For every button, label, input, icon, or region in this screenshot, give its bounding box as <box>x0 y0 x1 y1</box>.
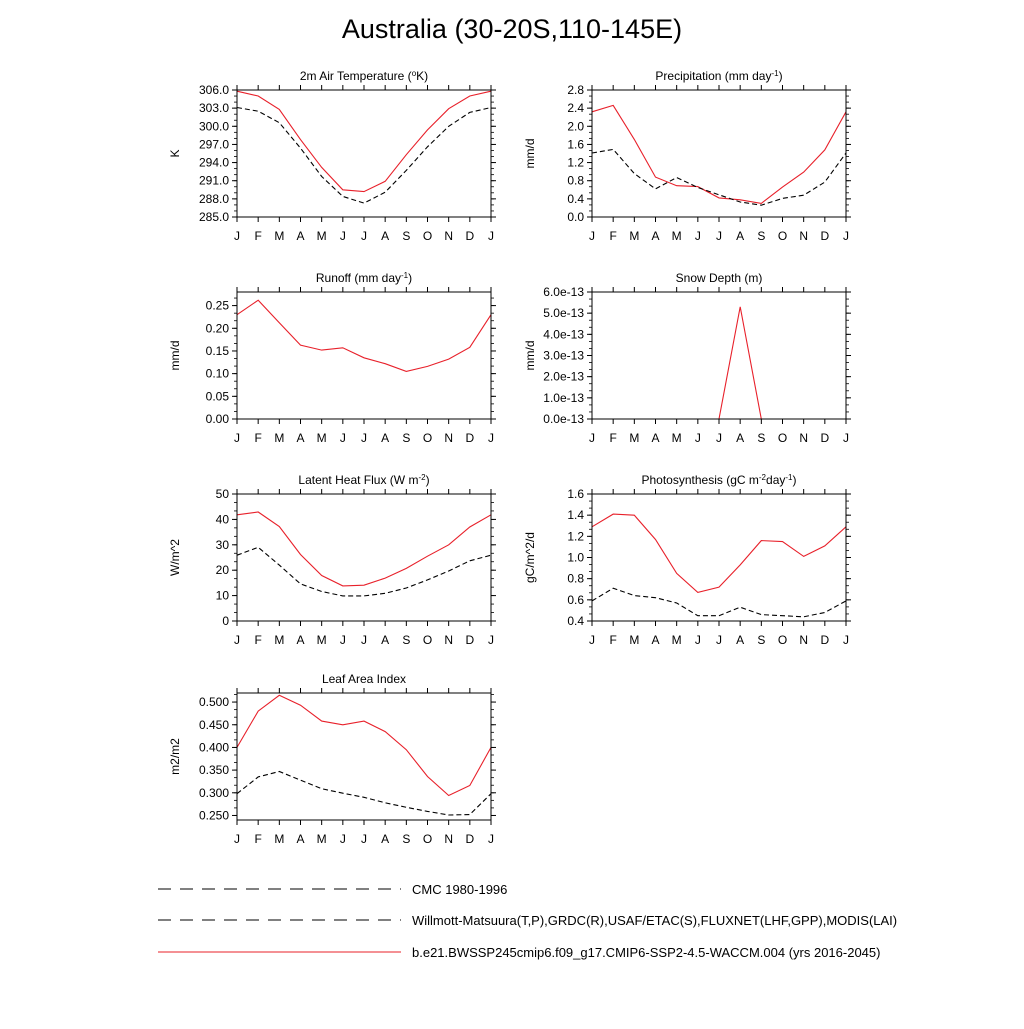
x-tick-label: A <box>736 431 745 445</box>
x-tick-label: M <box>316 633 327 647</box>
x-tick-label: S <box>402 431 411 445</box>
x-tick-label: M <box>274 832 285 846</box>
x-tick-label: J <box>361 229 367 243</box>
x-tick-label: S <box>757 229 766 243</box>
x-tick-label: M <box>316 431 327 445</box>
y-tick-label: 1.0e-13 <box>543 390 584 405</box>
x-tick-label: J <box>716 431 722 445</box>
y-tick-label: 288.0 <box>198 191 229 206</box>
x-tick-label: N <box>444 633 454 647</box>
y-axis-label: m2/m2 <box>168 738 182 775</box>
plot-frame <box>237 494 491 621</box>
y-tick-label: 0 <box>222 614 229 628</box>
x-tick-label: J <box>716 633 722 647</box>
panel-5 <box>168 473 496 648</box>
y-tick-label: 297.0 <box>198 137 229 152</box>
y-tick-label: 1.2 <box>567 155 584 170</box>
x-tick-label: A <box>296 229 305 243</box>
x-tick-label: J <box>339 633 346 647</box>
y-tick-label: 3.0e-13 <box>543 348 584 363</box>
x-tick-label: J <box>361 633 367 647</box>
model-series-line <box>592 514 846 592</box>
y-tick-label: 40 <box>215 512 229 527</box>
y-tick-label: 30 <box>215 537 229 552</box>
y-tick-label: 0.05 <box>205 389 229 404</box>
y-tick-label: 2.8 <box>567 83 584 97</box>
x-tick-label: M <box>671 633 682 647</box>
y-tick-label: 10 <box>215 588 229 603</box>
x-tick-label: D <box>465 431 475 445</box>
obs-series-line <box>237 108 491 204</box>
y-tick-label: 1.0 <box>567 550 584 565</box>
y-tick-label: 1.6 <box>567 487 584 501</box>
x-tick-label: O <box>777 229 788 243</box>
plot-frame <box>237 90 491 217</box>
y-axis-label: mm/d <box>523 138 537 169</box>
panel-title: Latent Heat Flux (W $m^{-2}$) <box>298 472 430 487</box>
x-tick-label: A <box>736 229 745 243</box>
y-tick-label: 2.0e-13 <box>543 369 584 384</box>
x-tick-label: A <box>381 832 390 846</box>
x-tick-label: J <box>488 832 494 846</box>
x-tick-label: M <box>671 229 682 243</box>
x-tick-label: A <box>381 229 390 243</box>
y-tick-label: 50 <box>215 487 229 501</box>
x-tick-label: J <box>234 633 240 647</box>
y-tick-label: 0.6 <box>567 592 584 607</box>
x-tick-label: A <box>296 431 305 445</box>
y-tick-label: 0.500 <box>198 695 229 710</box>
x-tick-label: S <box>402 229 411 243</box>
x-tick-label: O <box>777 633 788 647</box>
panel-title: Precipitation (mm day$^{-1}$) <box>655 68 783 83</box>
panel-6 <box>523 473 851 648</box>
x-tick-label: J <box>694 229 701 243</box>
model-series-line <box>592 105 846 203</box>
x-tick-label: A <box>296 633 305 647</box>
model-series-line <box>237 300 491 371</box>
x-tick-label: A <box>381 431 390 445</box>
x-tick-label: N <box>799 633 809 647</box>
x-tick-label: N <box>444 832 454 846</box>
x-tick-label: O <box>422 633 433 647</box>
y-axis-label: W/m^2 <box>168 539 182 576</box>
y-tick-label: 0.4 <box>567 191 584 206</box>
x-tick-label: D <box>465 832 475 846</box>
x-tick-label: A <box>736 633 745 647</box>
main-title: Australia (30-20S,110-145E) <box>341 14 683 44</box>
x-tick-label: J <box>361 431 367 445</box>
x-tick-label: N <box>799 431 809 445</box>
plot-frame <box>237 292 491 419</box>
x-tick-label: J <box>589 229 595 243</box>
y-tick-label: 2.4 <box>567 101 584 116</box>
plot-frame <box>237 693 491 820</box>
x-tick-label: F <box>609 633 617 647</box>
panel-3 <box>168 271 496 446</box>
x-tick-label: M <box>629 633 640 647</box>
y-tick-label: 1.4 <box>567 508 584 523</box>
x-tick-label: F <box>254 431 262 445</box>
x-tick-label: F <box>254 832 262 846</box>
x-tick-label: J <box>488 431 494 445</box>
y-tick-label: 300.0 <box>198 119 229 134</box>
y-tick-label: 291.0 <box>198 173 229 188</box>
model-series-line <box>592 307 846 419</box>
y-tick-label: 303.0 <box>198 101 229 116</box>
x-tick-label: N <box>444 229 454 243</box>
plot-frame <box>592 494 846 621</box>
y-tick-label: 0.0 <box>567 210 584 224</box>
panel-1 <box>168 69 496 244</box>
x-tick-label: D <box>465 633 475 647</box>
x-tick-label: D <box>820 431 830 445</box>
obs-series-line <box>592 149 846 205</box>
x-tick-label: M <box>274 229 285 243</box>
x-tick-label: A <box>381 633 390 647</box>
x-tick-label: J <box>339 431 346 445</box>
x-tick-label: J <box>488 633 494 647</box>
x-tick-label: M <box>274 431 285 445</box>
panel-title: 2m Air Temperature ($^o$K) <box>299 68 429 83</box>
y-tick-label: 294.0 <box>198 155 229 170</box>
legend <box>158 882 897 960</box>
y-tick-label: 306.0 <box>198 83 229 97</box>
model-series-line <box>237 512 491 586</box>
x-tick-label: O <box>422 431 433 445</box>
x-tick-label: D <box>820 633 830 647</box>
x-tick-label: M <box>629 431 640 445</box>
y-tick-label: 0.400 <box>198 740 229 755</box>
legend-label: b.e21.BWSSP245cmip6.f09_g17.CMIP6-SSP2-4.5-WACCM.004 (yrs 2016-2045) <box>412 945 881 960</box>
y-tick-label: 285.0 <box>198 210 229 224</box>
x-tick-label: F <box>254 633 262 647</box>
panel-2 <box>523 69 851 244</box>
y-tick-label: 0.15 <box>205 343 229 358</box>
x-tick-label: J <box>694 633 701 647</box>
y-axis-label: K <box>168 149 182 158</box>
x-tick-label: J <box>488 229 494 243</box>
y-axis-label: mm/d <box>168 340 182 371</box>
panel-4 <box>523 271 851 445</box>
x-tick-label: M <box>274 633 285 647</box>
y-tick-label: 2.0 <box>567 119 584 134</box>
y-axis-label: gC/m^2/d <box>523 532 537 583</box>
x-tick-label: J <box>843 431 849 445</box>
x-tick-label: O <box>422 229 433 243</box>
x-tick-label: J <box>843 633 849 647</box>
x-tick-label: S <box>757 633 766 647</box>
model-series-line <box>237 91 491 191</box>
y-tick-label: 1.2 <box>567 529 584 544</box>
x-tick-label: A <box>651 431 660 445</box>
x-tick-label: J <box>716 229 722 243</box>
x-tick-label: N <box>444 431 454 445</box>
x-tick-label: J <box>339 832 346 846</box>
legend-label: Willmott-Matsuura(T,P),GRDC(R),USAF/ETAC(S),FLUXNET(LHF,GPP),MODIS(LAI) <box>412 913 898 928</box>
panel-title: Photosynthesis (gC $m^{-2}day^{-1}$) <box>641 472 797 487</box>
plot-frame <box>592 292 846 419</box>
obs-series-line <box>592 588 846 617</box>
x-tick-label: S <box>402 633 411 647</box>
x-tick-label: N <box>799 229 809 243</box>
x-tick-label: O <box>422 832 433 846</box>
y-tick-label: 20 <box>215 563 229 578</box>
x-tick-label: A <box>296 832 305 846</box>
y-tick-label: 0.0e-13 <box>543 412 584 426</box>
y-tick-label: 0.4 <box>567 614 584 628</box>
model-series-line <box>237 695 491 795</box>
y-tick-label: 0.20 <box>205 321 229 336</box>
x-tick-label: S <box>402 832 411 846</box>
x-tick-label: J <box>234 832 240 846</box>
panel-title: Snow Depth (m) <box>675 271 763 285</box>
x-tick-label: J <box>234 229 240 243</box>
x-tick-label: A <box>651 229 660 243</box>
x-tick-label: M <box>316 229 327 243</box>
panel-7 <box>168 672 496 846</box>
x-tick-label: J <box>361 832 367 846</box>
x-tick-label: F <box>609 229 617 243</box>
x-tick-label: J <box>339 229 346 243</box>
y-tick-label: 0.10 <box>205 366 229 381</box>
x-tick-label: M <box>671 431 682 445</box>
y-tick-label: 6.0e-13 <box>543 285 584 299</box>
x-tick-label: J <box>234 431 240 445</box>
y-tick-label: 1.6 <box>567 137 584 152</box>
y-tick-label: 4.0e-13 <box>543 327 584 342</box>
obs-series-line <box>237 547 491 596</box>
y-tick-label: 0.8 <box>567 571 584 586</box>
x-tick-label: O <box>777 431 788 445</box>
x-tick-label: M <box>316 832 327 846</box>
x-tick-label: M <box>629 229 640 243</box>
x-tick-label: A <box>651 633 660 647</box>
y-tick-label: 0.350 <box>198 763 229 778</box>
x-tick-label: J <box>843 229 849 243</box>
legend-label: CMC 1980-1996 <box>412 882 508 897</box>
x-tick-label: D <box>820 229 830 243</box>
x-tick-label: J <box>589 633 595 647</box>
x-tick-label: J <box>694 431 701 445</box>
y-tick-label: 0.00 <box>205 412 229 426</box>
y-axis-label: mm/d <box>523 340 537 371</box>
y-tick-label: 0.450 <box>198 717 229 732</box>
y-tick-label: 0.250 <box>198 808 229 823</box>
x-tick-label: S <box>757 431 766 445</box>
y-tick-label: 0.25 <box>205 298 229 313</box>
x-tick-label: J <box>589 431 595 445</box>
x-tick-label: F <box>609 431 617 445</box>
x-tick-label: D <box>465 229 475 243</box>
y-tick-label: 0.300 <box>198 785 229 800</box>
y-tick-label: 0.8 <box>567 173 584 188</box>
panel-title: Runoff (mm day$^{-1}$) <box>315 270 413 285</box>
x-tick-label: F <box>254 229 262 243</box>
panel-title: Leaf Area Index <box>321 672 407 686</box>
y-tick-label: 5.0e-13 <box>543 306 584 321</box>
